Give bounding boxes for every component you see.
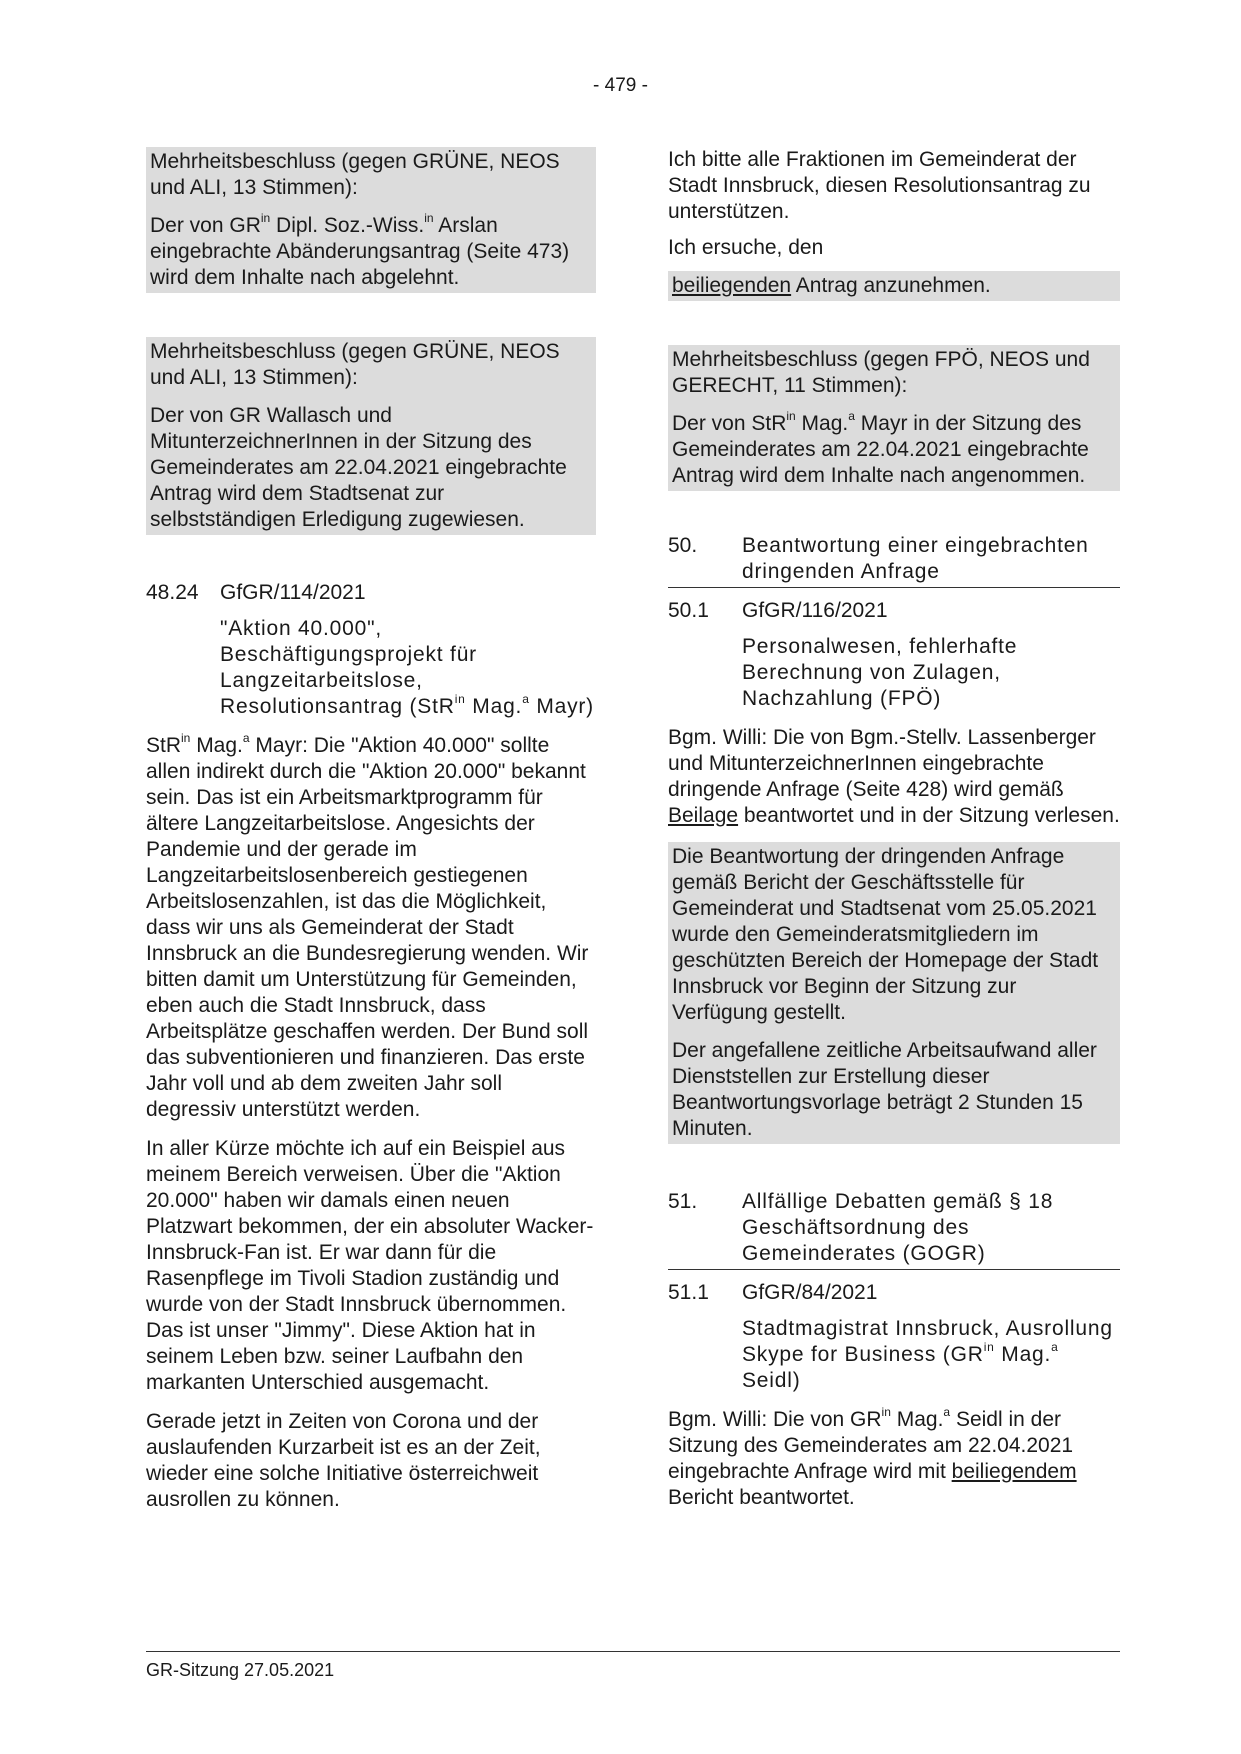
item-subject: Stadtmagistrat Innsbruck, Ausrollung Skype for Business ($GR^{in}$ Mag.$^a$ Seidl) bbox=[742, 1317, 1113, 1392]
info-box bbox=[668, 842, 1120, 1144]
resolution-heading: Mehrheitsbeschluss (gegen FPÖ, NEOS und GERECHT, 11 Stimmen): bbox=[672, 348, 1090, 397]
resolution-heading: Mehrheitsbeschluss (gegen GRÜNE, NEOS und ALI, 13 Stimmen): bbox=[150, 340, 560, 389]
resolution-box-1 bbox=[146, 147, 596, 293]
resolution-box-3 bbox=[668, 345, 1120, 491]
right-column bbox=[668, 147, 1120, 1511]
speech-paragraph: Ich ersuche, den bbox=[668, 236, 824, 259]
speech-paragraph: Gerade jetzt in Zeiten von Corona und der auslaufenden Kurzarbeit ist es an der Zeit, wieder eine solche Initiative österreichweit ausrollen zu können. bbox=[146, 1410, 541, 1511]
resolution-heading: Mehrheitsbeschluss (gegen GRÜNE, NEOS und ALI, 13 Stimmen): bbox=[150, 150, 560, 199]
resolution-text: Der von StR$^{in}$ Mag.$^a$ Mayr in der Sitzung des Gemeinderates am 22.04.2021 eingebrachte Antrag wird dem Inhalte nach angenommen. bbox=[672, 409, 1089, 487]
footer-text: GR-Sitzung 27.05.2021 bbox=[146, 1660, 335, 1680]
speech-paragraph: Bgm. Willi: Die von Bgm.-Stellv. Lassenberger und MitunterzeichnerInnen eingebrachte dringende Anfrage (Seite 428) wird gemäß Beilage beantwortet und in der Sitzung verlesen. bbox=[668, 726, 1120, 827]
left-column bbox=[146, 147, 596, 1513]
speech-paragraph: Ich bitte alle Fraktionen im Gemeinderat der Stadt Innsbruck, diesen Resolutionsantrag zu unterstützen. bbox=[668, 148, 1091, 223]
item-number: 50. bbox=[668, 534, 698, 557]
item-number: 50.1 bbox=[668, 599, 709, 622]
item-title: Beantwortung einer eingebrachten dringenden Anfrage bbox=[742, 534, 1089, 583]
speech-paragraph: Bgm. Willi: Die von $GR^{in}$ Mag.$^a$ Seidl in der Sitzung des Gemeinderates am 22.04.2021 eingebrachte Anfrage wird mit beiliegendem Bericht beantwortet. bbox=[668, 1405, 1077, 1509]
agenda-item-50 bbox=[668, 533, 1120, 588]
item-number: 51. bbox=[668, 1190, 698, 1213]
resolution-text: Der von $GR^{in}$ Dipl. Soz.-Wiss.$^{in}$ Arslan eingebrachte Abänderungsantrag (Seite 473) wird dem Inhalte nach abgelehnt. bbox=[150, 211, 570, 289]
item-number: 48.24 bbox=[146, 581, 199, 604]
item-subject: "Aktion 40.000", Beschäftigungsprojekt für Langzeitarbeitslose, Resolutionsantrag (StR$^{in}$ Mag.$^a$ Mayr) bbox=[220, 617, 594, 718]
agenda-item-51 bbox=[668, 1189, 1120, 1270]
speech-paragraph: StR$^{in}$ Mag.$^a$ Mayr: Die "Aktion 40.000" sollte allen indirekt durch die "Aktion 20.000" bekannt sein. Das ist ein Arbeitsmarktprogramm für ältere Langzeitarbeitslose. Angesichts der Pandemie und der gerade im Langzeitarbeitslosenbereich gestiegenen Arbeitslosenzahlen, ist das die Möglichkeit, dass wir uns als Gemeinderat der Stadt Innsbruck an die Bundesregierung wenden. Wir bitten damit um Unterstützung für Gemeinden, eben auch die Stadt Innsbruck, dass Arbeitsplätze geschaffen werden. Der Bund soll das subventionieren und finanzieren. Das erste Jahr voll und ab dem zweiten Jahr soll degressiv unterstützt werden. bbox=[146, 731, 589, 1121]
agenda-item-51-1 bbox=[668, 1280, 1120, 1394]
agenda-item-48-24 bbox=[146, 580, 596, 720]
footer-divider bbox=[146, 1651, 1120, 1652]
resolution-text: Der von GR Wallasch und MitunterzeichnerInnen in der Sitzung des Gemeinderates am 22.04.2021 eingebrachte Antrag wird dem Stadtsenat zur selbstständigen Erledigung zugewiesen. bbox=[150, 404, 567, 531]
info-text: Der angefallene zeitliche Arbeitsaufwand aller Dienststellen zur Erstellung dieser Beantwortungsvorlage beträgt 2 Stunden 15 Minuten. bbox=[672, 1039, 1097, 1140]
resolution-box-2 bbox=[146, 337, 596, 535]
item-subject: Personalwesen, fehlerhafte Berechnung von Zulagen, Nachzahlung (FPÖ) bbox=[742, 635, 1018, 710]
agenda-item-50-1 bbox=[668, 598, 1120, 712]
speech-paragraph: In aller Kürze möchte ich auf ein Beispiel aus meinem Bereich verweisen. Über die "Aktion 20.000" haben wir damals einen neuen Platzwart bekommen, der ein absoluter Wacker-Innsbruck-Fan ist. Er war dann für die Rasenpflege im Tivoli Stadion zuständig und wurde von der Stadt Innsbruck übernommen. Das ist unser "Jimmy". Diese Aktion hat in seinem Leben bzw. seiner Laufbahn den markanten Unterschied ausgemacht. bbox=[146, 1137, 594, 1394]
attachment-link[interactable]: Beilage bbox=[668, 804, 739, 827]
info-text: Die Beantwortung der dringenden Anfrage gemäß Bericht der Geschäftsstelle für Gemeinderat und Stadtsenat vom 25.05.2021 wurde den Gemeinderatsmitgliedern im geschützten Bereich der Homepage der Stadt Innsbruck vor Beginn der Sitzung zur Verfügung gestellt. bbox=[672, 845, 1099, 1024]
page-number: - 479 - bbox=[593, 75, 648, 96]
resolution-line-box: beiliegenden Antrag anzunehmen. bbox=[668, 271, 1120, 301]
item-reference: GfGR/84/2021 bbox=[742, 1281, 878, 1304]
item-reference: GfGR/114/2021 bbox=[220, 581, 366, 604]
item-number: 51.1 bbox=[668, 1281, 709, 1304]
item-reference: GfGR/116/2021 bbox=[742, 599, 888, 622]
attachment-link[interactable]: beiliegendem bbox=[951, 1460, 1077, 1483]
attachment-link[interactable]: beiliegenden bbox=[672, 274, 792, 297]
item-title: Allfällige Debatten gemäß § 18 Geschäftsordnung des Gemeinderates (GOGR) bbox=[742, 1190, 1054, 1265]
